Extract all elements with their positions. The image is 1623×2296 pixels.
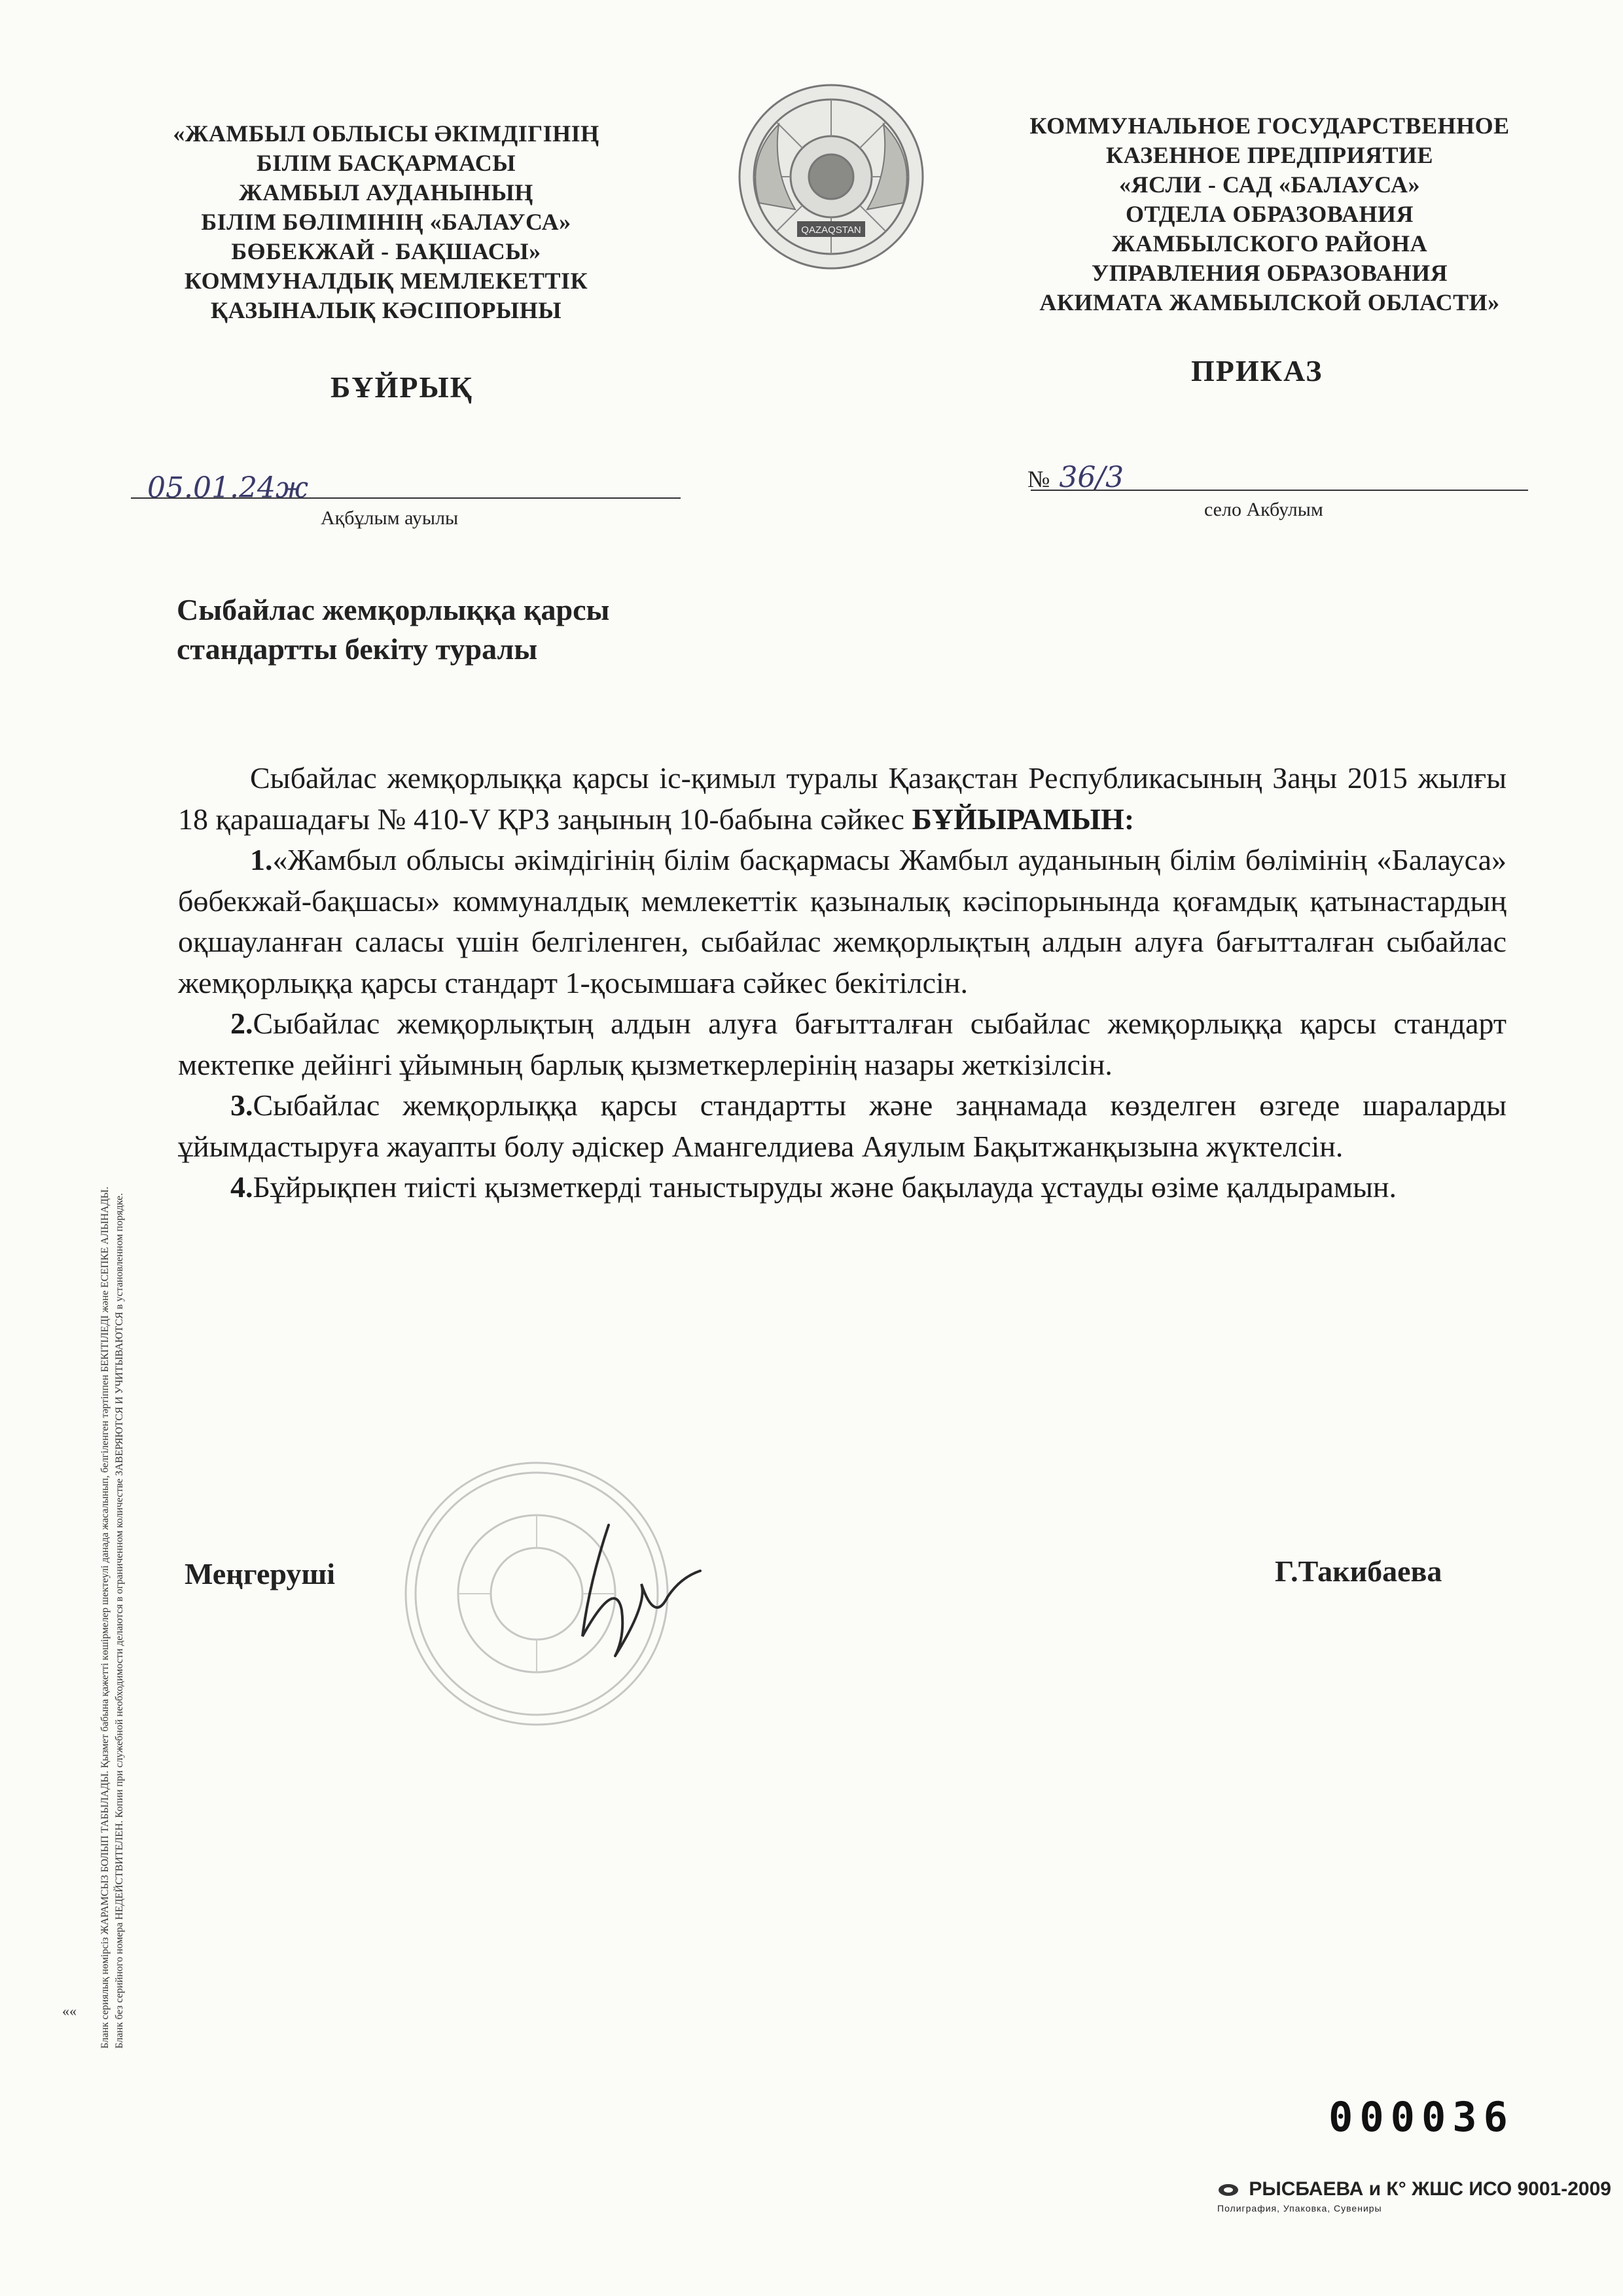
emblem-label: QAZAQSTAN xyxy=(801,224,861,236)
list-item xyxy=(178,1085,1507,1167)
printer-sub: Полиграфия, Упаковка, Сувениры xyxy=(1217,2203,1382,2214)
side-note xyxy=(98,674,127,2049)
header-left-line: ҚАЗЫНАЛЫҚ КӘСІПОРЫНЫ xyxy=(210,297,562,323)
header-right-line: ОТДЕЛА ОБРАЗОВАНИЯ xyxy=(1126,201,1414,227)
list-item xyxy=(178,1167,1507,1208)
doc-kind-kz: БҰЙРЫҚ xyxy=(330,370,474,404)
document-title xyxy=(177,590,609,669)
item-number: 1. xyxy=(250,843,273,876)
item-text: Бұйрықпен тиісті қызметкерді таныстыруды және бақылауда ұстауды өзіме қалдырамын. xyxy=(253,1170,1397,1204)
item-text: «Жамбыл облысы әкімдігінің білім басқармасы Жамбыл ауданының білім бөлімінің «Балауса» бөбекжай-бақшасы» коммуналдық мемлекеттік қазыналық кәсіпорынында қоғамдық қатынастардың оқшауланған саласы үшін белгіленген, сыбайлас жемқорлықтың алдын алуға бағытталған сыбайлас жемқорлыққа қарсы стандарт 1-қосымшаға сәйкес бекітілсін. xyxy=(178,843,1507,999)
header-left-line: БӨБЕКЖАЙ - БАҚШАСЫ» xyxy=(231,238,541,264)
side-note-line: Бланк сериялық нөмірсіз ЖАРАМСЫЗ БОЛЫП ТАБЫЛАДЫ. Қызмет бабына қажетті көшірмелер шектеулі данада жасалынып, белгіленген тәртіппен БЕКІТІЛЕДІ және ЕСЕПКЕ АЛЫНАДЫ. xyxy=(99,1187,111,2049)
date-handwritten: 05.01.24ж xyxy=(147,471,308,505)
number-prefix: № xyxy=(1027,466,1050,492)
number-handwritten: 36/3 xyxy=(1059,461,1124,494)
intro-bold: БҰЙЫРАМЫН: xyxy=(912,802,1135,836)
handwritten-signature-icon xyxy=(569,1505,713,1676)
signer-name: Г.Такибаева xyxy=(1275,1554,1442,1588)
doc-kind-ru: ПРИКАЗ xyxy=(1191,354,1323,387)
printer-brand: РЫСБАЕВА и К° ЖШС ИСО 9001-2009 xyxy=(1249,2178,1611,2200)
header-right-line: УПРАВЛЕНИЯ ОБРАЗОВАНИЯ xyxy=(1091,260,1448,286)
serial-number: 000036 xyxy=(1329,2093,1514,2141)
header-left xyxy=(131,119,641,325)
body-intro xyxy=(178,758,1507,840)
order-number xyxy=(1027,461,1124,494)
title-line: Сыбайлас жемқорлыққа қарсы xyxy=(177,593,610,626)
header-right-line: АКИМАТА ЖАМБЫЛСКОЙ ОБЛАСТИ» xyxy=(1039,289,1500,315)
place-ru: село Акбулым xyxy=(1204,499,1323,520)
printer-footer xyxy=(1217,2178,1611,2214)
header-right-line: КОММУНАЛЬНОЕ ГОСУДАРСТВЕННОЕ xyxy=(1029,113,1510,139)
side-mark: «« xyxy=(62,2003,77,2019)
printer-logo-icon xyxy=(1217,2183,1240,2197)
item-text: Сыбайлас жемқорлықтың алдын алуға бағытталған сыбайлас жемқорлыққа қарсы стандарт мектепке дейінгі ұйымның барлық қызметкерлерінің назары жеткізілсін. xyxy=(178,1007,1507,1081)
header-right-line: КАЗЕННОЕ ПРЕДПРИЯТИЕ xyxy=(1105,142,1434,168)
document-body xyxy=(178,758,1507,1208)
header-left-line: ЖАМБЫЛ АУДАНЫНЫҢ xyxy=(239,179,533,206)
item-text: Сыбайлас жемқорлыққа қарсы стандартты және заңнамада көзделген өзгеде шараларды ұйымдастыруға жауапты болу әдіскер Амангелдиева Аяулым Бақытжанқызына жүктелсін. xyxy=(178,1088,1507,1163)
header-right-line: «ЯСЛИ - САД «БАЛАУСА» xyxy=(1119,171,1420,198)
intro-text: Сыбайлас жемқорлыққа қарсы іс-қимыл туралы Қазақстан Республикасының Заңы 2015 жылғы 18 қарашадағы № 410-V ҚРЗ заңының 10-бабына сәйкес xyxy=(178,761,1507,836)
list-item xyxy=(178,1003,1507,1085)
title-line: стандартты бекіту туралы xyxy=(177,632,538,666)
item-number: 2. xyxy=(230,1007,253,1040)
header-right xyxy=(982,111,1558,317)
header-left-line: КОММУНАЛДЫҚ МЕМЛЕКЕТТІК xyxy=(184,268,588,294)
header-left-line: БІЛІМ БАСҚАРМАСЫ xyxy=(256,150,516,176)
signer-position: Меңгеруші xyxy=(185,1557,336,1590)
header-left-line: «ЖАМБЫЛ ОБЛЫСЫ ӘКІМДІГІНІҢ xyxy=(173,120,599,147)
item-number: 4. xyxy=(230,1170,253,1204)
header-right-line: ЖАМБЫЛСКОГО РАЙОНА xyxy=(1111,230,1428,257)
place-kz: Ақбұлым ауылы xyxy=(321,507,459,529)
list-item xyxy=(178,840,1507,1003)
state-emblem-icon xyxy=(733,79,929,275)
side-note-line: Бланк без серийного номера НЕДЕЙСТВИТЕЛЕН. Копии при служебной необходимости делаются в ограниченном количестве ЗАВЕРЯЮТСЯ И УЧИТЫВАЮТСЯ в установленном порядке. xyxy=(114,1193,125,2049)
header-left-line: БІЛІМ БӨЛІМІНІҢ «БАЛАУСА» xyxy=(201,209,571,235)
item-number: 3. xyxy=(230,1088,253,1122)
